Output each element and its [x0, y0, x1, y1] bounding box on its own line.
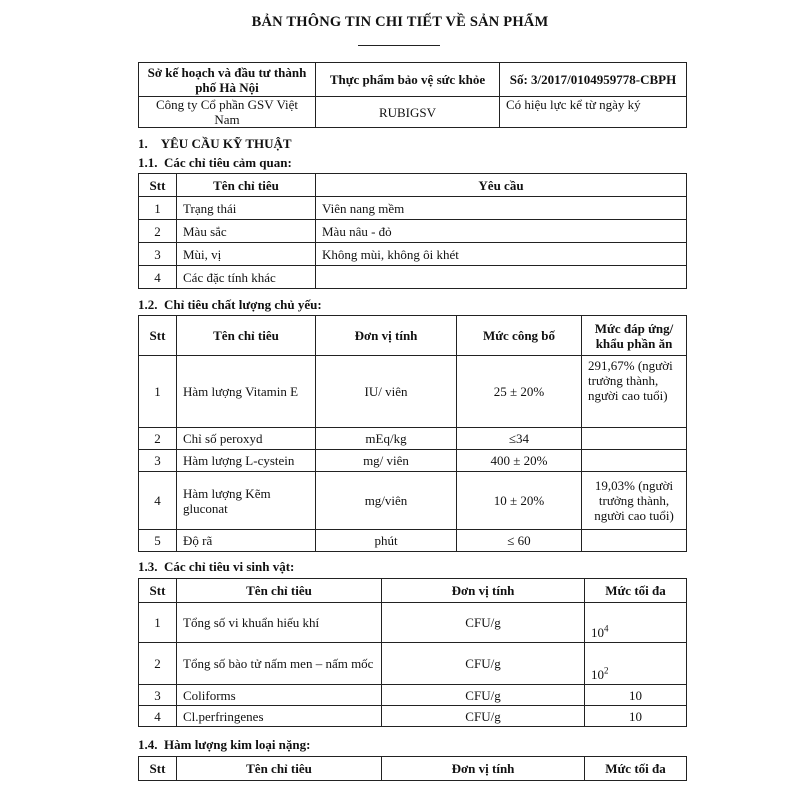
- row-stt: 1: [139, 197, 177, 220]
- row-max: [585, 603, 687, 643]
- row-name: Hàm lượng Kẽm gluconat: [177, 472, 316, 530]
- table-row: [139, 266, 687, 289]
- max-exponent: 4: [604, 623, 609, 634]
- quality-table: [138, 315, 687, 552]
- table-row: [139, 197, 687, 220]
- row-level: 25 ± 20%: [457, 356, 582, 428]
- row-name: Các đặc tính khác: [177, 266, 316, 289]
- row-requirement: Màu nâu - đỏ: [316, 220, 687, 243]
- col-header-stt: Stt: [139, 316, 177, 356]
- header-table: [138, 62, 687, 128]
- row-unit: CFU/g: [382, 643, 585, 685]
- row-max: 10: [585, 706, 687, 727]
- header-product-type: Thực phẩm bảo vệ sức khỏe: [316, 63, 500, 97]
- row-name: Tổng số vi khuẩn hiếu khí: [177, 603, 382, 643]
- table-row: [139, 706, 687, 727]
- title-underline: [358, 45, 440, 46]
- table-row: [139, 450, 687, 472]
- table-row: [139, 530, 687, 552]
- col-header-name: Tên chỉ tiêu: [177, 174, 316, 197]
- row-name: Độ rã: [177, 530, 316, 552]
- max-base: 10: [591, 667, 604, 682]
- header-validity: Có hiệu lực kể từ ngày ký: [500, 97, 687, 128]
- header-organization: Sở kế hoạch và đầu tư thành phố Hà Nội: [139, 63, 316, 97]
- row-name: Mùi, vị: [177, 243, 316, 266]
- row-name: Màu sắc: [177, 220, 316, 243]
- table-row: [139, 428, 687, 450]
- row-stt: 2: [139, 220, 177, 243]
- table-row: [139, 220, 687, 243]
- heavy-metal-table: [138, 756, 687, 781]
- col-header-stt: Stt: [139, 579, 177, 603]
- table-row: [139, 603, 687, 643]
- row-level: ≤ 60: [457, 530, 582, 552]
- row-meet: 19,03% (người trưởng thành, người cao tuổi): [582, 472, 687, 530]
- row-stt: 1: [139, 603, 177, 643]
- col-header-requirement: Yêu cầu: [316, 174, 687, 197]
- row-unit: IU/ viên: [316, 356, 457, 428]
- row-stt: 3: [139, 685, 177, 706]
- row-name: Trạng thái: [177, 197, 316, 220]
- section-1-1-heading: 1.1. Các chỉ tiêu cảm quan:: [138, 155, 292, 170]
- row-requirement: Viên nang mềm: [316, 197, 687, 220]
- row-level: 400 ± 20%: [457, 450, 582, 472]
- row-unit: CFU/g: [382, 706, 585, 727]
- header-product-name: RUBIGSV: [316, 97, 500, 128]
- sensory-table: [138, 173, 687, 289]
- table-row: [139, 685, 687, 706]
- row-name: Coliforms: [177, 685, 382, 706]
- row-stt: 3: [139, 450, 177, 472]
- max-exponent: 2: [604, 665, 609, 676]
- row-requirement: [316, 266, 687, 289]
- section-1-4-heading: 1.4. Hàm lượng kim loại nặng:: [138, 737, 311, 752]
- row-stt: 3: [139, 243, 177, 266]
- row-meet: [582, 428, 687, 450]
- row-name: Cl.perfringenes: [177, 706, 382, 727]
- col-header-name: Tên chỉ tiêu: [177, 757, 382, 781]
- row-stt: 2: [139, 643, 177, 685]
- row-unit: CFU/g: [382, 603, 585, 643]
- row-stt: 4: [139, 472, 177, 530]
- row-level: ≤34: [457, 428, 582, 450]
- row-stt: 1: [139, 356, 177, 428]
- row-unit: phút: [316, 530, 457, 552]
- col-header-name: Tên chỉ tiêu: [177, 579, 382, 603]
- header-company: Công ty Cổ phần GSV Việt Nam: [139, 97, 316, 128]
- table-row: [139, 243, 687, 266]
- header-number: Số: 3/2017/0104959778-CBPH: [500, 63, 687, 97]
- row-stt: 4: [139, 266, 177, 289]
- col-header-unit: Đơn vị tính: [382, 757, 585, 781]
- section-1-2-heading: 1.2. Chỉ tiêu chất lượng chủ yếu:: [138, 297, 322, 312]
- row-stt: 5: [139, 530, 177, 552]
- row-unit: mEq/kg: [316, 428, 457, 450]
- row-unit: mg/viên: [316, 472, 457, 530]
- row-name: Hàm lượng L-cystein: [177, 450, 316, 472]
- row-level: 10 ± 20%: [457, 472, 582, 530]
- row-requirement: Không mùi, không ôi khét: [316, 243, 687, 266]
- row-meet: 291,67% (người trưởng thành, người cao tuổi): [582, 356, 687, 428]
- col-header-max: Mức tối đa: [585, 757, 687, 781]
- section-1-heading: 1. YÊU CẦU KỸ THUẬT: [138, 136, 292, 151]
- col-header-name: Tên chỉ tiêu: [177, 316, 316, 356]
- col-header-stt: Stt: [139, 757, 177, 781]
- row-meet: [582, 530, 687, 552]
- col-header-meet: Mức đáp ứng/ khẩu phần ăn: [582, 316, 687, 356]
- row-stt: 4: [139, 706, 177, 727]
- row-unit: CFU/g: [382, 685, 585, 706]
- row-name: Hàm lượng Vitamin E: [177, 356, 316, 428]
- row-name: Chỉ số peroxyd: [177, 428, 316, 450]
- row-unit: mg/ viên: [316, 450, 457, 472]
- col-header-unit: Đơn vị tính: [316, 316, 457, 356]
- row-stt: 2: [139, 428, 177, 450]
- table-row: [139, 472, 687, 530]
- row-max: [585, 643, 687, 685]
- col-header-stt: Stt: [139, 174, 177, 197]
- row-max: 10: [585, 685, 687, 706]
- row-meet: [582, 450, 687, 472]
- document-title: BẢN THÔNG TIN CHI TIẾT VỀ SẢN PHẨM: [251, 14, 549, 30]
- row-name: Tổng số bào tử nấm men – nấm mốc: [177, 643, 382, 685]
- section-1-3-heading: 1.3. Các chỉ tiêu vi sinh vật:: [138, 559, 295, 574]
- table-row: [139, 643, 687, 685]
- table-row: [139, 356, 687, 428]
- col-header-unit: Đơn vị tính: [382, 579, 585, 603]
- col-header-max: Mức tối đa: [585, 579, 687, 603]
- max-base: 10: [591, 625, 604, 640]
- col-header-level: Mức công bố: [457, 316, 582, 356]
- microbial-table: [138, 578, 687, 727]
